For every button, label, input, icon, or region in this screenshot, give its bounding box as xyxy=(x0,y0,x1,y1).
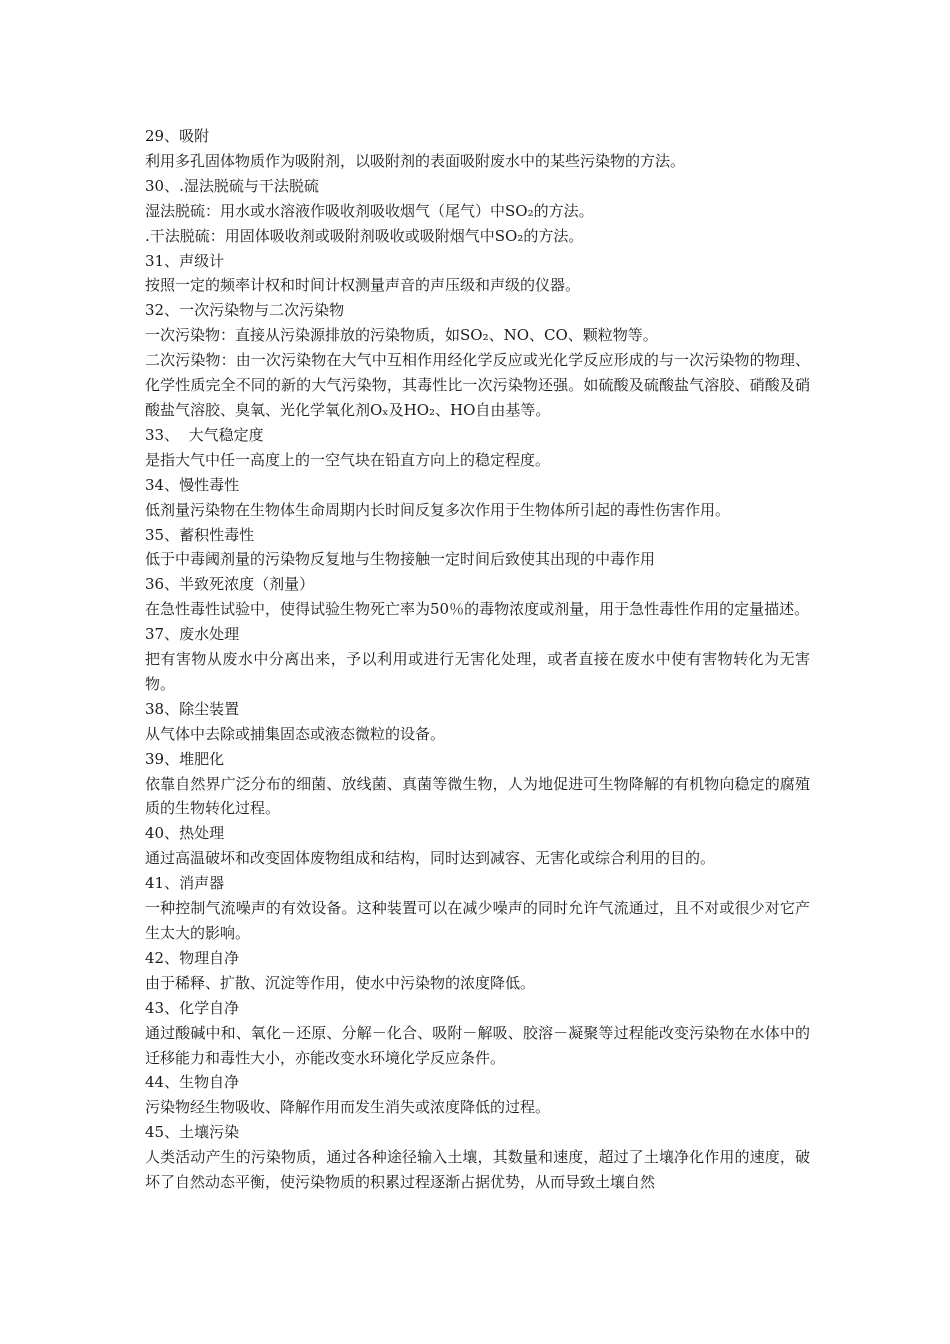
term-definition: 低于中毒阈剂量的污染物反复地与生物接触一定时间后致使其出现的中毒作用 xyxy=(145,550,656,569)
term-heading: 41、消声器 xyxy=(145,874,225,893)
term-definition: 是指大气中任一高度上的一空气块在铅直方向上的稳定程度。 xyxy=(145,450,551,469)
term-heading: 36、半致死浓度（剂量） xyxy=(145,575,315,594)
term-heading: 45、土壤污染 xyxy=(145,1123,240,1142)
term-definition: 一次污染物：直接从污染源排放的污染物质，如SO₂、NO、CO、颗粒物等。 xyxy=(145,326,658,345)
document-page xyxy=(145,124,810,1195)
term-heading: 43、化学自净 xyxy=(145,998,240,1017)
term-heading: 39、堆肥化 xyxy=(145,749,225,768)
term-definition: .干法脱硫：用固体吸收剂或吸附剂吸收或吸附烟气中SO₂的方法。 xyxy=(145,226,584,245)
term-heading: 37、废水处理 xyxy=(145,625,240,644)
term-definition: 湿法脱硫：用水或水溶液作吸收剂吸收烟气（尾气）中SO₂的方法。 xyxy=(145,201,594,220)
term-definition: 在急性毒性试验中，使得试验生物死亡率为50％的毒物浓度或剂量，用于急性毒性作用的定量描述。 xyxy=(145,600,810,619)
term-heading: 40、热处理 xyxy=(145,824,225,843)
term-heading: 32、一次污染物与二次污染物 xyxy=(145,301,345,320)
term-heading: 42、物理自净 xyxy=(145,948,240,967)
term-definition: 二次污染物：由一次污染物在大气中互相作用经化学反应或光化学反应形成的与一次污染物的物理、化学性质完全不同的新的大气污染物，其毒性比一次污染物还强。如硫酸及硫酸盐气溶胶、硝酸及硝酸盐气溶胶、臭氧、光化学氧化剂Oₓ及HO₂、HO自由基等。 xyxy=(145,351,810,419)
term-heading: 31、声级计 xyxy=(145,251,225,270)
term-definition: 把有害物从废水中分离出来，予以利用或进行无害化处理，或者直接在废水中使有害物转化为无害物。 xyxy=(145,650,810,693)
term-definition: 通过酸碱中和、氧化－还原、分解－化合、吸附－解吸、胶溶－凝聚等过程能改变污染物在水体中的迁移能力和毒性大小，亦能改变水环境化学反应条件。 xyxy=(145,1023,810,1067)
term-definition: 通过高温破坏和改变固体废物组成和结构，同时达到减容、无害化或综合利用的目的。 xyxy=(145,849,716,868)
term-heading: 44、生物自净 xyxy=(145,1073,240,1092)
term-definition: 从气体中去除或捕集固态或液态微粒的设备。 xyxy=(145,724,446,743)
term-definition: 污染物经生物吸收、降解作用而发生消失或浓度降低的过程。 xyxy=(145,1098,551,1117)
term-heading: 30、.湿法脱硫与干法脱硫 xyxy=(145,176,319,195)
term-definition: 低剂量污染物在生物体生命周期内长时间反复多次作用于生物体所引起的毒性伤害作用。 xyxy=(145,500,731,519)
term-heading: 34、慢性毒性 xyxy=(145,475,240,494)
term-definition: 利用多孔固体物质作为吸附剂，以吸附剂的表面吸附废水中的某些污染物的方法。 xyxy=(145,151,686,170)
term-definition: 依靠自然界广泛分布的细菌、放线菌、真菌等微生物，人为地促进可生物降解的有机物向稳定的腐殖质的生物转化过程。 xyxy=(145,774,810,818)
term-definition: 人类活动产生的污染物质，通过各种途径输入土壤，其数量和速度，超过了土壤净化作用的速度，破坏了自然动态平衡，使污染物质的积累过程逐渐占据优势，从而导致土壤自然 xyxy=(145,1148,810,1192)
term-heading: 33、 大气稳定度 xyxy=(145,425,264,444)
term-heading: 29、吸附 xyxy=(145,127,210,145)
term-definition: 一种控制气流噪声的有效设备。这种装置可以在减少噪声的同时允许气流通过，且不对或很少对它产生太大的影响。 xyxy=(145,899,810,942)
term-heading: 38、除尘装置 xyxy=(145,699,240,718)
term-definition: 由于稀释、扩散、沉淀等作用，使水中污染物的浓度降低。 xyxy=(145,973,536,992)
term-heading: 35、蓄积性毒性 xyxy=(145,525,255,544)
term-definition: 按照一定的频率计权和时间计权测量声音的声压级和声级的仪器。 xyxy=(145,276,581,295)
